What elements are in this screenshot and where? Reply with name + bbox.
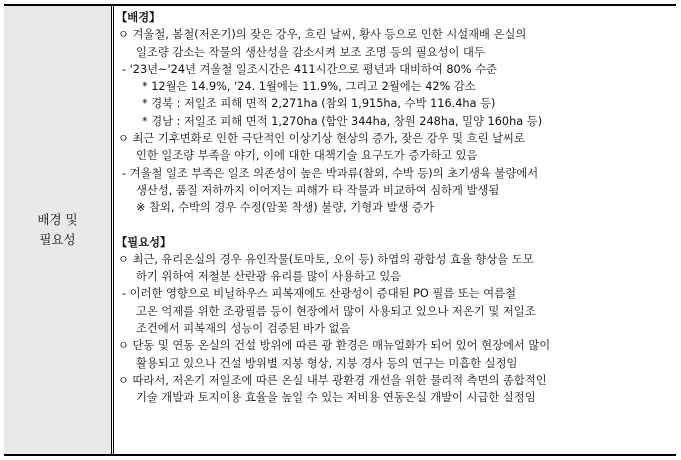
nc-line-2: 하기 위하여 저철분 산란광 유리를 많이 사용하고 있음	[136, 270, 402, 284]
row-label-line2: 필요성	[39, 232, 76, 247]
nc-line-5: 조건에서 피복재의 성능이 검증된 바가 없음	[136, 322, 351, 336]
document-table	[4, 4, 676, 456]
bg-line-5: * 경북 : 저일조 피해 면적 2,271ha (참외 1,915ha, 수박 116.4ha 등)	[142, 97, 496, 111]
section-gap	[116, 217, 676, 234]
nc-line-3: - 이러한 영향으로 비닐하우스 피복재에도 산광성이 증대된 PO 필름 또는 여름철	[122, 287, 516, 301]
bg-line-10: 생산성, 품질 저하까지 이어지는 피해가 타 작물과 비교하여 심하게 발생됨	[136, 183, 500, 197]
nc-line-9: 기술 개발과 토지이용 효율을 높일 수 있는 저비용 연동온실 개발이 시급한 실정임	[136, 391, 536, 405]
bg-line-7: ㅇ 최근 기후변화로 인한 극단적인 이상기상 현상의 증가, 잦은 강우 및 흐린 날씨로	[118, 132, 525, 146]
bg-line-4: * 12월은 14.9%, '24. 1월에는 11.9%, 그리고 2월에는 42% 감소	[142, 80, 476, 94]
bg-line-3: - '23년~'24년 겨울철 일조시간은 411시간으로 평년과 대비하여 80% 수준	[122, 62, 497, 76]
bg-line-11: ※ 참외, 수박의 경우 수정(암꽃 착생) 불량, 기형과 발생 증가	[136, 201, 434, 215]
bg-line-6: * 경남 : 저일조 피해 면적 1,270ha (함안 344ha, 창원 248ha, 밀양 160ha 등)	[142, 114, 543, 128]
necessity-heading: 【필요성】	[116, 235, 172, 249]
double-divider	[111, 6, 114, 454]
background-heading: 【배경】	[116, 11, 161, 24]
bg-line-8: 인한 일조량 부족을 야기, 이에 대한 대책기술 요구도가 증가하고 있음	[136, 149, 478, 163]
row-label-cell	[4, 6, 111, 454]
bg-line-1: ㅇ 겨울철, 봄철(저온기)의 잦은 강우, 흐린 날씨, 황사 등으로 인한 시설재배 온실의	[118, 28, 527, 42]
content-cell	[116, 9, 676, 407]
bg-line-9: - 겨울철 일조 부족은 일조 의존성이 높은 박과류(참외, 수박 등)의 초기생육 불량에서	[122, 166, 539, 180]
nc-line-6: ㅇ 단동 및 연동 온실의 건설 방위에 따른 광 환경은 매뉴얼화가 되어 있어 현장에서 많이	[118, 339, 551, 353]
nc-line-8: ㅇ 따라서, 저온기 저일조에 따른 온실 내부 광환경 개선을 위한 물리적 측면의 종합적인	[118, 373, 547, 387]
nc-line-1: ㅇ 최근, 유리온실의 경우 유인작물(토마토, 오이 등) 하엽의 광합성 효율 향상을 도모	[118, 252, 534, 266]
bg-line-2: 일조량 감소는 작물의 생산성을 감소시켜 보조 조명 등의 필요성이 대두	[136, 45, 485, 59]
nc-line-7: 활용되고 있으나 건설 방위별 지붕 형상, 지붕 경사 등의 연구는 미흡한 실정임	[136, 356, 518, 370]
nc-line-4: 고온 억제를 위한 조광필름 등이 현장에서 많이 사용되고 있으나 저온기 및 저일조	[136, 304, 536, 318]
row-label-line1: 배경 및	[37, 212, 78, 227]
